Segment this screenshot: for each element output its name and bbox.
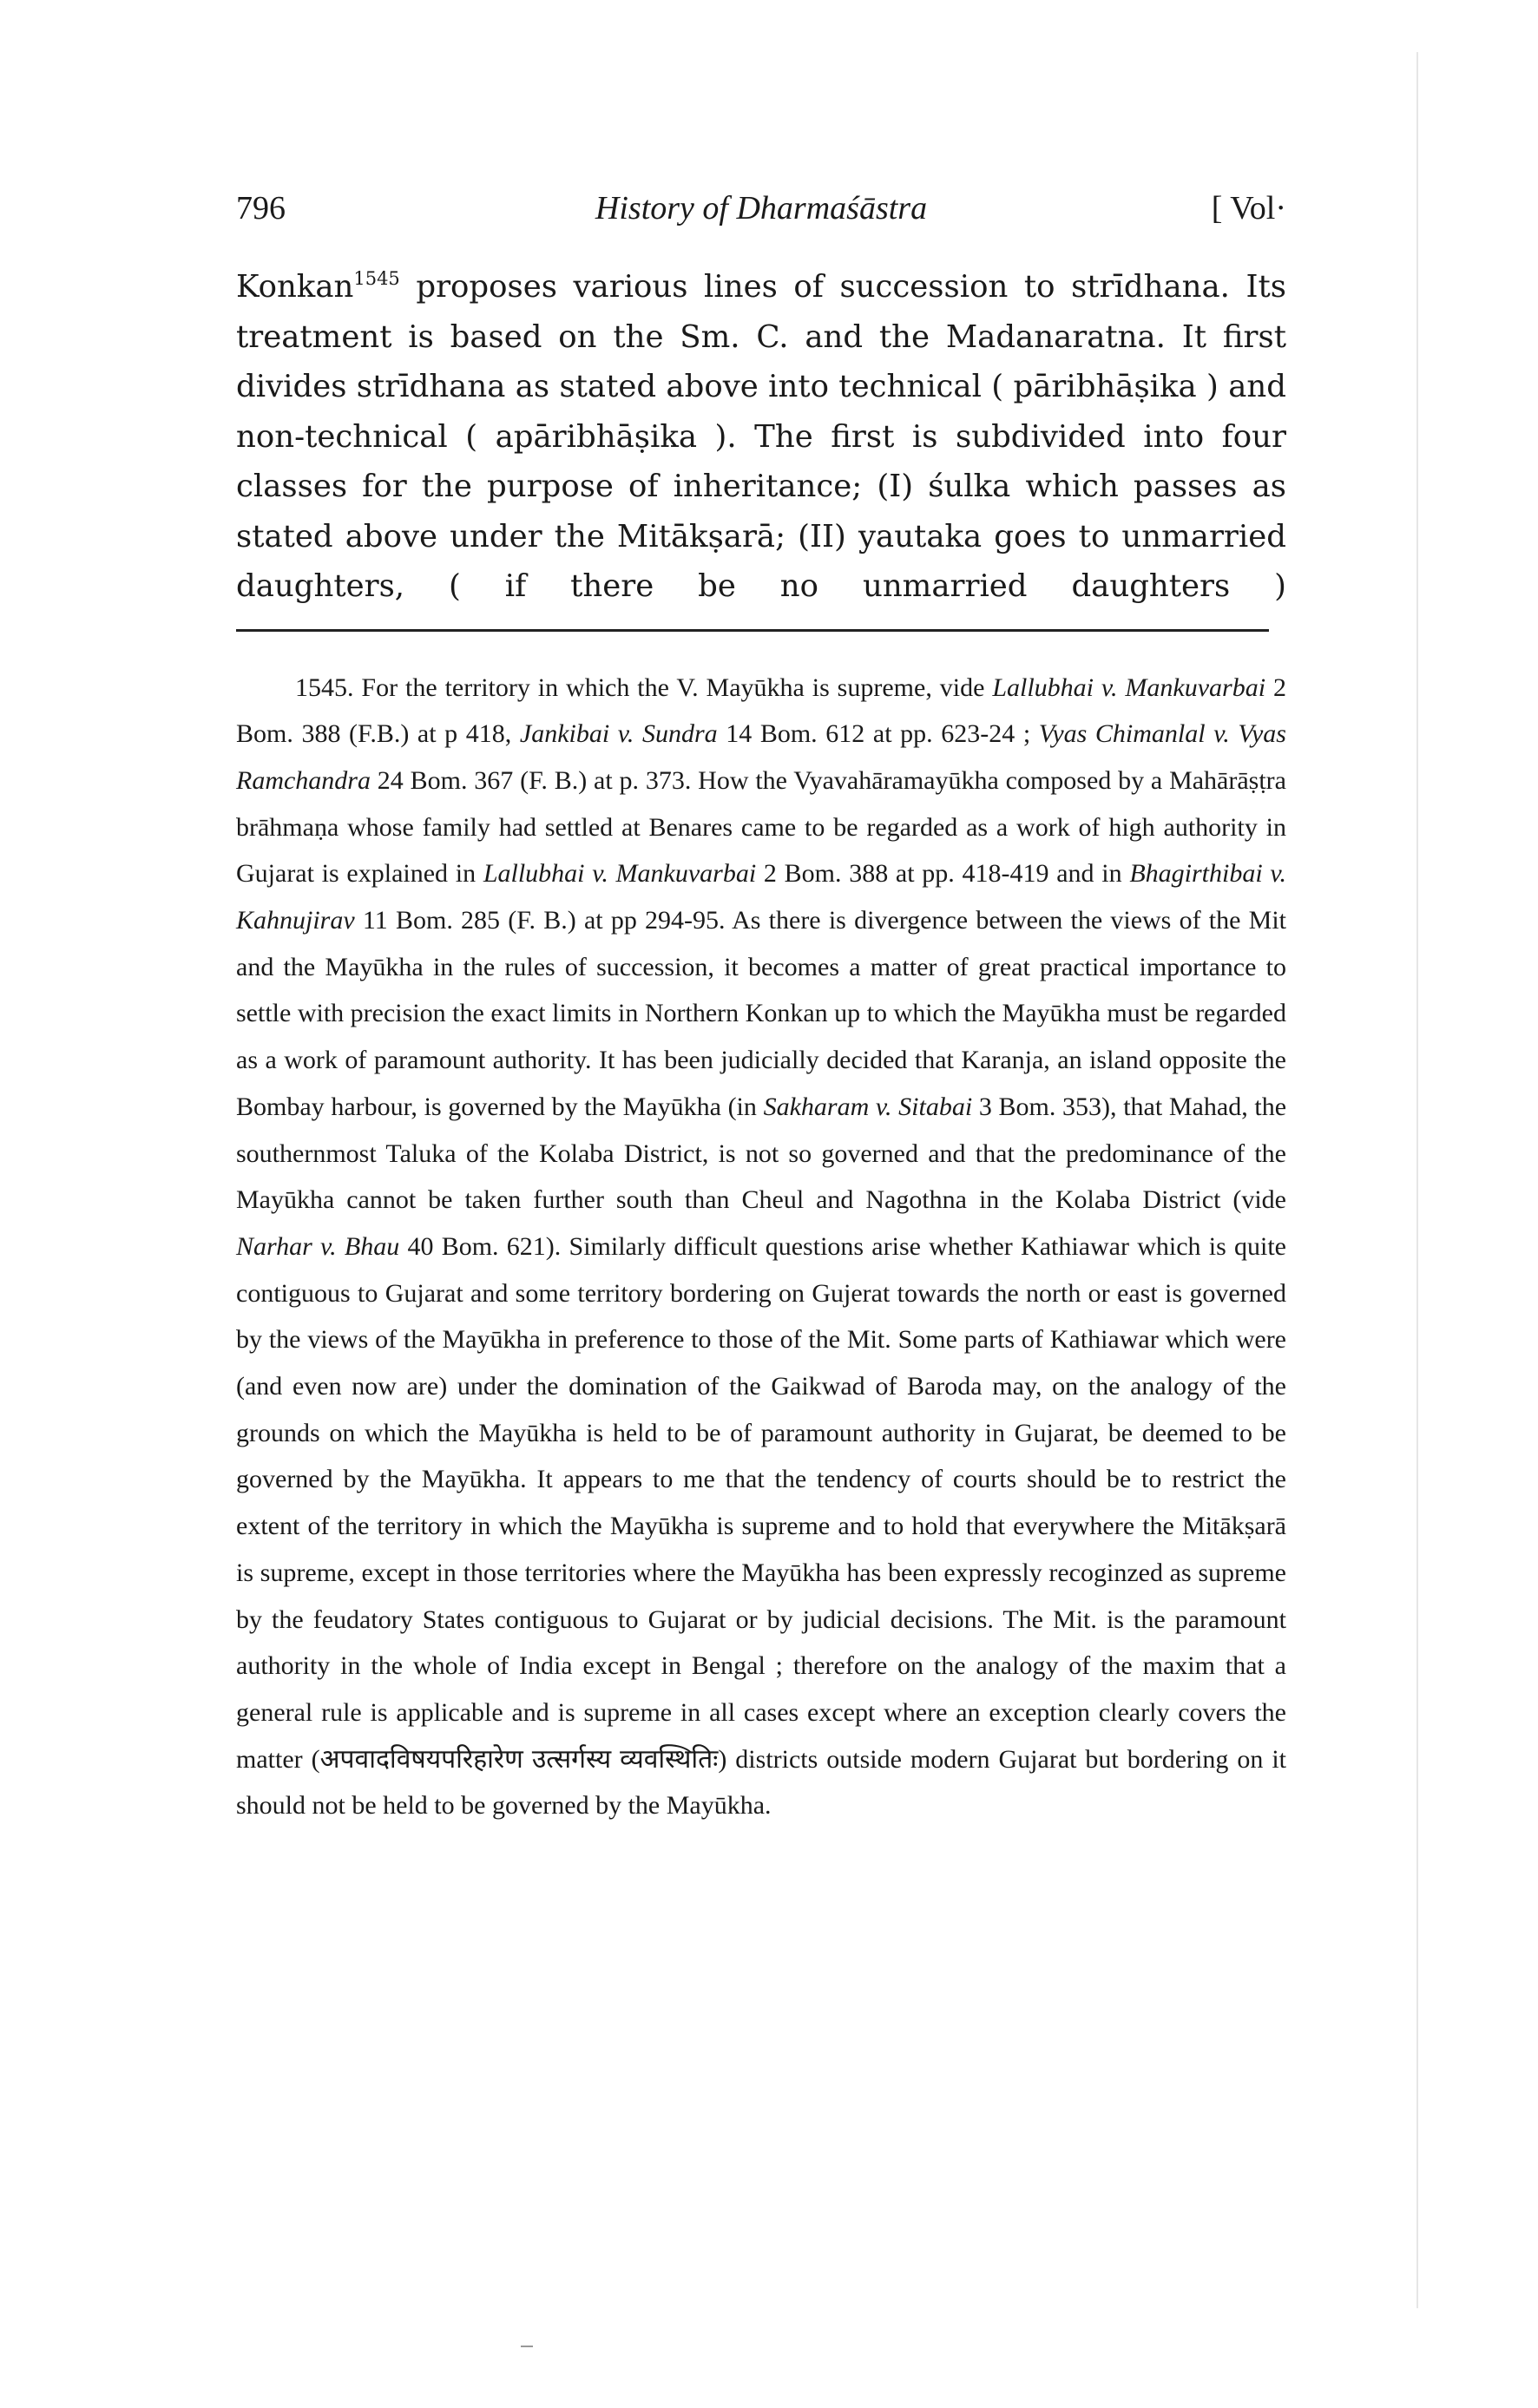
page xyxy=(236,182,1286,1829)
case-citation: Bhagirthibai v. Kahnujirav xyxy=(236,859,1286,935)
volume-marker: [ Vol· xyxy=(1211,190,1286,226)
case-citation: Lallubhai v. Mankuvarbai xyxy=(992,673,1266,702)
footnote-text: 1545. For the territory in which the V. Mayūkha is supreme, vide xyxy=(295,673,993,702)
footnote-reference: 1545 xyxy=(353,268,400,289)
footnote-text: 24 Bom. 367 (F. B.) at p. 373. How the Vyavahāramayūkha composed by a Mahārāṣṭra brāhmaṇa whose family had settled at Benares came to be regarded as a work of high authority in Gujarat is explained in xyxy=(236,765,1286,889)
footnote-separator xyxy=(236,629,1269,632)
footnote-text: 3 Bom. 353), that Mahad, the southernmost Taluka of the Kolaba District, is not so governed and that the predominance of the Mayūkha cannot be taken further south than Cheul and Nagothna in the Kolaba District (vide xyxy=(236,1092,1287,1215)
scan-margin-line xyxy=(1416,52,1418,2308)
running-header xyxy=(236,182,1286,234)
footnote-text: 11 Bom. 285 (F. B.) at pp 294-95. As there is divergence between the views of the Mit and the Mayūkha in the rules of succession, it becomes a matter of great practical importance to settle with precision the exact limits in Northern Konkan up to which the Mayūkha must be regarded as a work of paramount authority. It has been judicially decided that Karanja, an island opposite the Bombay harbour, is governed by the Mayūkha (in xyxy=(236,906,1286,1121)
main-paragraph xyxy=(236,262,1286,612)
case-citation: Vyas Chimanlal v. Vyas Ramchandra xyxy=(236,719,1286,795)
running-title: History of Dharmaśāstra xyxy=(595,190,928,226)
main-text-rest: proposes various lines of succession to strīdhana. Its treatment is based on the Sm. C. and the Madanaratna. It first divides strīdhana as stated above into technical ( pāribhāṣika ) and non-technical ( apāribhāṣika ). The first is subdivided into four classes for the purpose of inheritance; (I) śulka which passes as stated above under the Mitākṣarā; (II) yautaka goes to unmarried daughters, ( if there be no unmarried daughters ) xyxy=(236,269,1286,604)
case-citation: Lallubhai v. Mankuvarbai xyxy=(483,859,757,889)
footnote-paragraph xyxy=(236,665,1286,1830)
footnote-text: 2 Bom. 388 (F.B.) at p 418, xyxy=(236,673,1286,749)
case-citation: Jankibai v. Sundra xyxy=(519,719,718,749)
footnote-text: 40 Bom. 621). Similarly difficult questions arise whether Kathiawar which is quite contiguous to Gujarat and some territory bordering on Gujerat towards the north or east is governed by the views of the Mayūkha in preference to those of the Mit. Some parts of Kathiawar which were (and even now are) under the domination of the Gaikwad of Baroda may, on the analogy of the grounds on which the Mayūkha is held to be of paramount authority in Gujarat, be deemed to be governed by the Mayūkha. It appears to me that the tendency of courts should be to restrict the extent of the territory in which the Mayūkha is supreme and to hold that everywhere the Mitākṣarā is supreme, except in those territories where the Mayūkha has been expressly recoginzed as supreme by the feudatory States contiguous to Gujarat or by judicial decisions. The Mit. is the paramount authority in the whole of India except in Bengal ; therefore on the analogy of the maxim that a general rule is applicable and is supreme in all cases except where an exception clearly covers the matter ( xyxy=(236,1231,1286,1774)
main-text-start: Konkan xyxy=(236,269,354,305)
footnote-text: ) districts outside modern Gujarat but bordering on it should not be held to be governed by the Mayūkha. xyxy=(236,1744,1286,1821)
case-citation: Sakharam v. Sitabai xyxy=(763,1092,973,1121)
footnote-1545 xyxy=(236,665,1286,1830)
main-text xyxy=(236,262,1286,612)
scan-mark xyxy=(521,2346,533,2347)
case-citation: Narhar v. Bhau xyxy=(236,1231,400,1261)
footnote-text: 14 Bom. 612 at pp. 623-24 ; xyxy=(717,719,1039,749)
footnote-text: 2 Bom. 388 at pp. 418-419 and in xyxy=(756,859,1130,889)
page-number: 796 xyxy=(236,190,286,226)
sanskrit-maxim: अपवादविषयपरिहारेण उत्सर्गस्य व्यवस्थितिः xyxy=(319,1744,719,1774)
